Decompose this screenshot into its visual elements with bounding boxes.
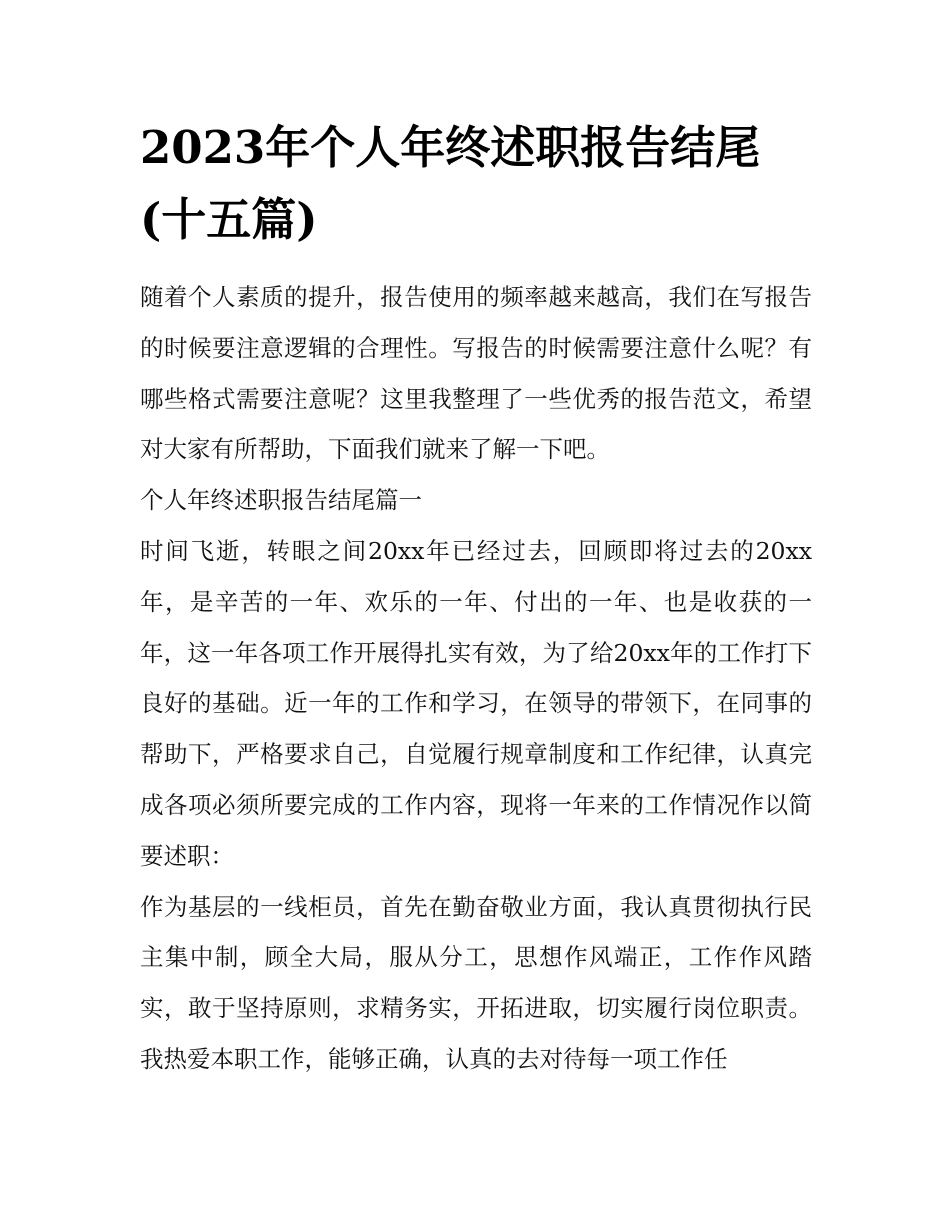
document-title: 2023年个人年终述职报告结尾(十五篇) [140, 121, 761, 246]
section-heading: 个人年终述职报告结尾篇一 [140, 486, 422, 515]
intro-paragraph: 随着个人素质的提升，报告使用的频率越来越高，我们在写报告的时候要注意逻辑的合理性。写报告的时候需要注意什么呢？有哪些格式需要注意呢？这里我整理了一些优秀的报告范文，希望对大家有所帮助，下面我们就来了解一下吧。 [140, 283, 812, 464]
document-body [140, 272, 812, 1085]
body-paragraph: 作为基层的一线柜员，首先在勤奋敬业方面，我认真贯彻执行民主集中制，顾全大局，服从分工，思想作风端正，工作作风踏实，敢于坚持原则，求精务实，开拓进取，切实履行岗位职责。我热爱本职工作，能够正确，认真的去对待每一项工作任 [140, 892, 812, 1073]
body-paragraph: 时间飞逝，转眼之间20xx年已经过去，回顾即将过去的20xx年，是辛苦的一年、欢乐的一年、付出的一年、也是收获的一年，这一年各项工作开展得扎实有效，为了给20xx年的工作打下良好的基础。近一年的工作和学习，在领导的带领下，在同事的帮助下，严格要求自己，自觉履行规章制度和工作纪律，认真完成各项必须所要完成的工作内容，现将一年来的工作情况作以简要述职： [140, 536, 812, 870]
document-page [140, 112, 812, 1085]
